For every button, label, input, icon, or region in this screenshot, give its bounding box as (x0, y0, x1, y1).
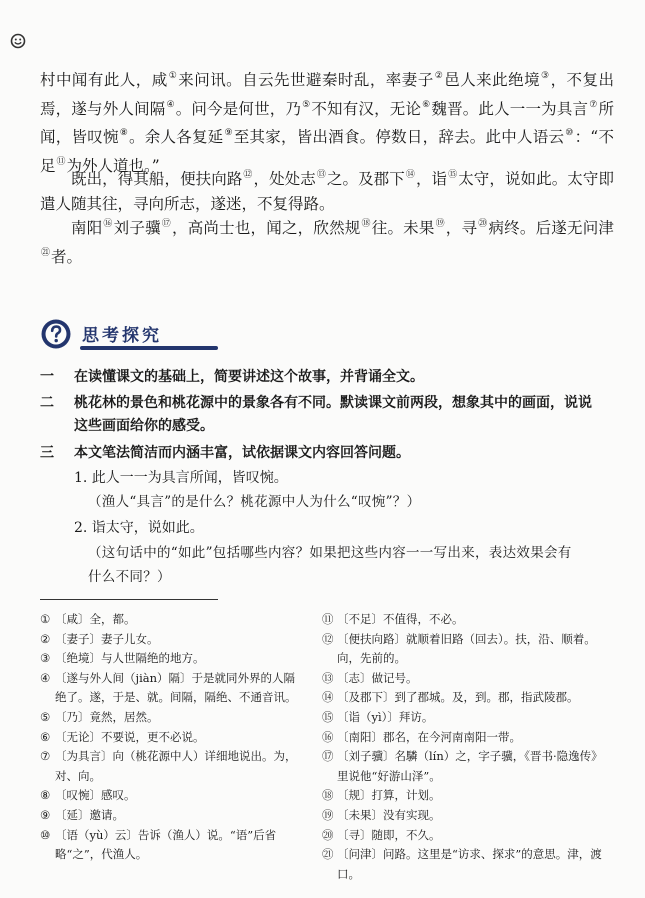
footnote-number: ⑫ (322, 631, 334, 646)
footnote-number: ⑮ (322, 709, 334, 724)
footnote-item (40, 786, 302, 806)
passage-text: 往。未果 (371, 219, 435, 237)
footnote-item (40, 826, 302, 865)
passage-text: 既出，得其船，便扶向路 (71, 170, 243, 188)
footnote-text: 〔诣（yì）〕拜访。 (337, 709, 434, 724)
question-text: 在读懂课文的基础上，简要讲述这个故事，并背诵全文。 (74, 369, 424, 385)
footnote-text: 〔刘子骥〕名驎（lín）之，字子骥，《晋书·隐逸传》里说他“好游山泽”。 (337, 749, 597, 783)
subquestion-1-note: （渔人“具言”的是什么？桃花源中人为什么“叹惋”？） (88, 494, 421, 510)
question-text: 桃花林的景色和桃花源中的景象各有不同。默读课文前两段，想象其中的画面，说说这些画面给你的感受。 (74, 395, 592, 434)
question-3 (40, 442, 600, 465)
footnote-marker: ⑩ (565, 128, 574, 138)
passage-text: ，寻 (445, 219, 478, 237)
footnote-text: 〔妻子〕妻子儿女。 (55, 631, 159, 646)
footnote-marker: ⑥ (422, 99, 431, 110)
question-number: 三 (40, 445, 54, 461)
footnote-number: ⑩ (40, 827, 51, 842)
footnote-marker: ⑬ (316, 170, 326, 180)
footnote-number: ⑭ (322, 690, 334, 705)
question-1 (40, 366, 600, 389)
footnote-marker: ⑪ (56, 156, 66, 167)
footnote-item (40, 669, 302, 708)
footnote-marker: ② (434, 71, 444, 81)
passage-text: 不知有汉，无论 (311, 99, 422, 118)
footnote-text: 〔叹惋〕感叹。 (55, 788, 136, 803)
passage-text: 刘子骥 (113, 219, 161, 237)
footnotes-right (322, 610, 602, 884)
footnote-marker: ⑰ (161, 219, 171, 229)
footnote-marker: ⑭ (405, 170, 415, 180)
footnote-item (322, 630, 602, 669)
passage-text: 至其家，皆出酒食。停数日，辞去。此中人语云 (233, 128, 565, 146)
passage-paragraph-1 (40, 64, 614, 178)
footnote-number: ③ (40, 651, 51, 666)
subquestion-1: 1. 此人一一为具言所闻，皆叹惋。 (74, 470, 288, 486)
footnote-marker: ⑳ (478, 219, 488, 229)
footnote-item (322, 826, 602, 846)
footnote-item (322, 728, 602, 748)
passage-text: 来问讯。自云先世避秦时乱，率妻子 (178, 71, 434, 89)
footnote-item (40, 708, 302, 728)
footnote-item (322, 669, 602, 689)
footnote-item (40, 728, 302, 748)
footnote-number: ① (40, 612, 51, 626)
footnote-item (322, 610, 602, 630)
footnote-number: ⑲ (322, 807, 334, 822)
footnote-item (40, 610, 302, 630)
footnote-number: ⑤ (40, 709, 51, 724)
footnote-number: ⑱ (322, 788, 334, 803)
footnote-marker: ㉑ (41, 247, 51, 258)
section-header (40, 318, 340, 358)
footnote-marker: ⑤ (302, 99, 311, 110)
passage-text: 太守，说如此。太守即遣人随其往，寻向所志，遂迷，不复得路。 (40, 170, 614, 213)
footnote-text: 〔寻〕随即，不久。 (337, 827, 441, 842)
footnote-text: 〔志〕做记号。 (337, 670, 418, 685)
passage-text: ，不复出焉，遂与外人间隔 (40, 71, 614, 118)
footnote-item (40, 630, 302, 650)
footnote-number: ⑳ (322, 827, 334, 842)
passage-text: 者。 (51, 247, 83, 266)
passage-text: 为外人道也。” (66, 156, 160, 175)
footnote-text: 〔及郡下〕到了郡城。及，到。郡，指武陵郡。 (337, 690, 579, 705)
passage-text: 之。及郡下 (326, 170, 405, 188)
footnote-number: ㉑ (322, 847, 334, 862)
subquestion-2: 2. 诣太守，说如此。 (74, 520, 204, 536)
passage-text: 村中闻有此人，咸 (40, 71, 168, 89)
footnote-marker: ③ (541, 71, 550, 81)
footnote-text: 〔便扶向路〕就顺着旧路（回去）。扶，沿、顺着。向，先前的。 (337, 631, 596, 666)
footnote-divider (40, 599, 218, 600)
passage-text: 病终。后遂无问津 (488, 219, 614, 237)
footnote-marker: ⑨ (224, 128, 233, 138)
footnote-item (322, 845, 602, 884)
footnote-number: ⑨ (40, 807, 51, 822)
footnote-marker: ⑯ (103, 219, 113, 229)
passage-text: 。余人各复延 (129, 128, 224, 146)
footnote-text: 〔绝境〕与人世隔绝的地方。 (55, 651, 205, 666)
footnote-number: ⑰ (322, 749, 334, 764)
footnote-number: ⑧ (40, 788, 51, 803)
section-title: 思考探究 (82, 326, 162, 346)
passage-text: 南阳 (71, 219, 103, 237)
footnote-text: 〔语（yù）云〕告诉（渔人）说。“语”后省略“之”，代渔人。 (55, 827, 277, 862)
section-underline (80, 346, 218, 350)
footnote-marker: ① (168, 71, 178, 81)
footnote-marker: ④ (166, 99, 175, 110)
footnote-text: 〔咸〕全，都。 (55, 612, 136, 626)
passage-text: 邑人来此绝境 (444, 71, 541, 89)
footnote-text: 〔乃〕竟然，居然。 (55, 709, 159, 724)
footnote-text: 〔问津〕问路。这里是“访求、探求”的意思。津，渡口。 (337, 847, 602, 881)
footnote-text: 〔遂与外人间（jiàn）隔〕于是就同外界的人隔绝了。遂，于是、就。间隔，隔绝、不通音讯。 (55, 670, 297, 705)
footnote-item (322, 708, 602, 728)
footnote-text: 〔规〕打算，计划。 (337, 788, 441, 803)
passage-text: 魏晋。此人一一为具言 (431, 99, 589, 118)
passage-paragraph-2 (40, 163, 614, 216)
passage-text: 。问今是何世，乃 (175, 99, 302, 118)
question-2 (40, 392, 600, 438)
footnote-marker: ⑲ (435, 219, 445, 229)
footnote-item (40, 747, 302, 786)
footnote-marker: ⑫ (243, 170, 253, 180)
footnote-marker: ⑱ (361, 219, 371, 229)
question-number: 一 (40, 369, 54, 385)
footnote-number: ⑬ (322, 670, 334, 685)
footnote-text: 〔未果〕没有实现。 (337, 807, 441, 822)
footnote-number: ⑥ (40, 729, 51, 744)
footnote-text: 〔延〕邀请。 (55, 807, 124, 822)
passage-paragraph-3 (40, 212, 614, 269)
footnote-text: 〔南阳〕郡名，在今河南南阳一带。 (337, 729, 521, 744)
passage-text: ，高尚士也，闻之，欣然规 (172, 219, 361, 237)
footnotes-left (40, 610, 302, 865)
subquestion-2-note: （这句话中的“如此”包括哪些内容？如果把这些内容一一写出来，表达效果会有什么不同？） (88, 545, 572, 585)
smiley-icon (10, 33, 26, 49)
question-mark-icon (40, 318, 72, 350)
footnote-marker: ⑧ (119, 128, 128, 138)
footnote-number: ⑪ (322, 612, 334, 626)
footnote-item (322, 688, 602, 708)
footnote-number: ⑦ (40, 749, 51, 764)
footnote-number: ⑯ (322, 729, 334, 744)
question-text: 本文笔法简洁而内涵丰富，试依据课文内容回答问题。 (74, 445, 410, 461)
footnote-number: ② (40, 631, 51, 646)
footnote-text: 〔无论〕不要说，更不必说。 (55, 729, 205, 744)
footnote-item (40, 806, 302, 826)
footnote-number: ④ (40, 670, 51, 685)
footnote-item (322, 786, 602, 806)
footnote-marker: ⑮ (448, 170, 458, 180)
passage-text: 所闻，皆叹惋 (40, 99, 614, 146)
footnote-item (322, 806, 602, 826)
footnote-item (322, 747, 602, 786)
footnote-text: 〔不足〕不值得，不必。 (337, 612, 464, 626)
passage-text: ：“不足 (40, 128, 614, 175)
question-number: 二 (40, 395, 54, 411)
footnote-item (40, 649, 302, 669)
footnote-text: 〔为具言〕向（桃花源中人）详细地说出。为，对、向。 (55, 749, 297, 783)
passage-text: ，诣 (415, 170, 448, 188)
footnote-marker: ⑦ (589, 99, 598, 110)
passage-text: ，处处志 (253, 170, 316, 188)
